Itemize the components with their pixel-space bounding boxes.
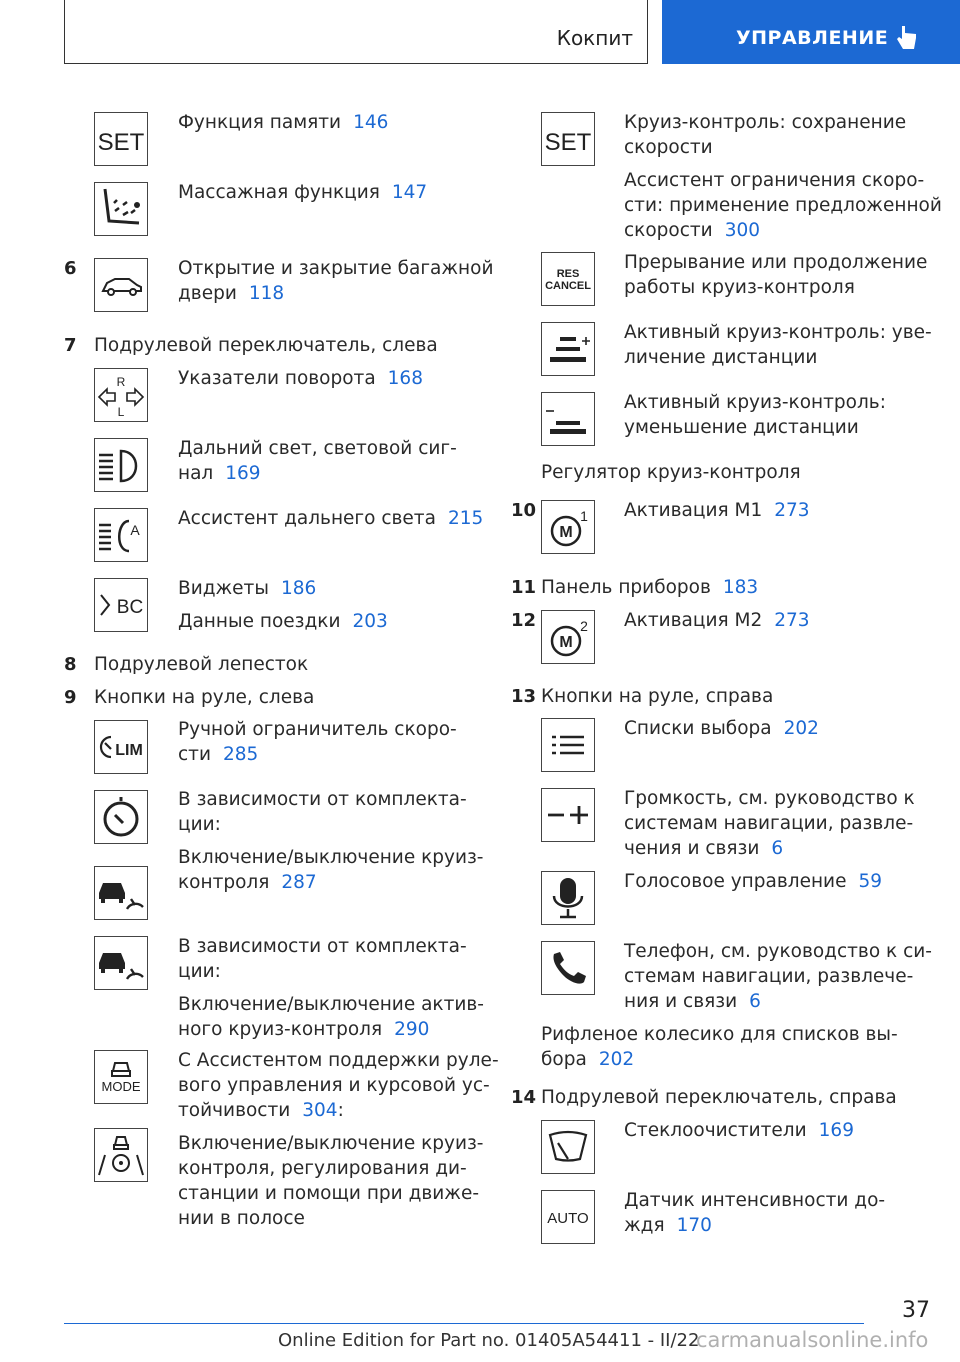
item-number-12: 12 xyxy=(511,610,537,631)
volume-line1: Громкость, см. руководство к xyxy=(624,788,915,809)
car-acc-icon xyxy=(94,936,148,990)
cluster-text: Панель приборов 183 xyxy=(541,577,759,598)
massage-seat-icon xyxy=(94,182,148,236)
svg-text:A: A xyxy=(130,522,140,538)
item-number-11: 11 xyxy=(511,577,537,598)
trip-text: Данные поездки 203 xyxy=(178,611,388,632)
memory-text: Функция памяти 146 xyxy=(178,112,389,133)
trunk-ref[interactable]: 118 xyxy=(248,283,285,304)
limiter-icon xyxy=(94,720,148,774)
set-speed-line1: Круиз-контроль: сохранение xyxy=(624,112,907,133)
svg-text:M: M xyxy=(559,524,573,541)
item-number-8: 8 xyxy=(64,654,77,675)
massage-text: Массажная функция 147 xyxy=(178,182,428,203)
phone-line1: Телефон, см. руководство к си- xyxy=(624,941,932,962)
header-chapter-box xyxy=(662,0,960,64)
dist-down-line1: Активный круиз-контроль: xyxy=(624,392,886,413)
trunk-line1: Открытие и закрытие багажной xyxy=(178,258,494,279)
m1-icon xyxy=(541,500,595,554)
mode-line3: тойчивости 304: xyxy=(178,1100,344,1121)
footer-divider xyxy=(64,1323,864,1324)
mode-icon xyxy=(94,1050,148,1104)
phone-line2: стемам навигации, развлече- xyxy=(624,966,914,987)
phone-line3: ния и связи 6 xyxy=(624,991,761,1012)
svg-text:BC: BC xyxy=(116,597,144,618)
mode-ref[interactable]: 304 xyxy=(302,1100,338,1121)
list-icon xyxy=(541,718,595,772)
high-beam-assistant-icon xyxy=(94,508,148,562)
volume-ref[interactable]: 6 xyxy=(771,838,784,859)
lane-line2: контроля, регулирования ди- xyxy=(178,1158,467,1179)
m2-icon xyxy=(541,610,595,664)
highbeam-line2: нал 169 xyxy=(178,463,261,484)
set-speed-icon xyxy=(541,112,595,166)
lane-line4: нии в полосе xyxy=(178,1208,305,1229)
regulator-heading: Регулятор круиз-контроля xyxy=(541,462,801,483)
widgets-ref[interactable]: 186 xyxy=(280,578,317,599)
svg-text:LIM: LIM xyxy=(115,742,143,759)
dist-up-line1: Активный круиз-контроль: уве- xyxy=(624,322,932,343)
lane-line3: станции и помощи при движе- xyxy=(178,1183,480,1204)
dist-up-line2: личение дистанции xyxy=(624,347,818,368)
set-icon xyxy=(94,112,148,166)
footer-edition: Online Edition for Part no. 01405A54411 - II/22 xyxy=(278,1330,700,1351)
highbeam-line1: Дальний свет, световой сиг- xyxy=(178,438,457,459)
item-number-7: 7 xyxy=(64,335,77,356)
svg-text:2: 2 xyxy=(580,618,588,634)
distance-decrease-icon xyxy=(541,392,595,446)
phone-ref[interactable]: 6 xyxy=(749,991,761,1012)
item-number-6: 6 xyxy=(64,258,77,279)
wiper-icon xyxy=(541,1120,595,1174)
mode-line1: С Ассистентом поддержки руле- xyxy=(178,1050,499,1071)
distance-increase-icon xyxy=(541,322,595,376)
res-cancel-icon xyxy=(541,252,595,306)
header-section-title: Кокпит xyxy=(556,26,633,50)
turn-ref[interactable]: 168 xyxy=(387,368,423,389)
turn-text: Указатели поворота 168 xyxy=(178,368,423,389)
cluster-ref[interactable]: 183 xyxy=(722,577,759,598)
limit-assist-line2: сти: применение предложенной xyxy=(624,195,942,216)
hba-ref[interactable]: 215 xyxy=(447,508,484,529)
svg-text:AUTO: AUTO xyxy=(547,1210,589,1227)
wipers-text: Стеклоочистители 169 xyxy=(624,1120,854,1141)
header-section-box xyxy=(64,0,648,64)
header-chapter-title: УПРАВЛЕНИЕ xyxy=(736,27,889,49)
m1-ref[interactable]: 273 xyxy=(774,500,810,521)
acc-line1: Включение/выключение актив- xyxy=(178,994,484,1015)
item-number-13: 13 xyxy=(511,686,537,707)
hba-text: Ассистент дальнего света 215 xyxy=(178,508,484,529)
volume-icon xyxy=(541,788,595,842)
rain-line1: Датчик интенсивности до- xyxy=(624,1190,886,1211)
voice-ref[interactable]: 59 xyxy=(858,871,882,892)
svg-text:MODE: MODE xyxy=(101,1079,141,1094)
dep1-line2: ции: xyxy=(178,814,221,835)
widgets-text: Виджеты 186 xyxy=(178,578,317,599)
limiter-line1: Ручной ограничитель скоро- xyxy=(178,719,457,740)
dep1-line1: В зависимости от комплекта- xyxy=(178,789,467,810)
hand-pointer-icon xyxy=(896,24,918,52)
highbeam-ref[interactable]: 169 xyxy=(225,463,261,484)
item-number-14: 14 xyxy=(511,1087,537,1108)
voice-text: Голосовое управление 59 xyxy=(624,871,882,892)
lane-assist-icon xyxy=(94,1128,148,1182)
cruise-ref[interactable]: 287 xyxy=(281,872,317,893)
phone-icon xyxy=(541,941,595,995)
svg-text:SET: SET xyxy=(97,129,145,156)
dep2-line1: В зависимости от комплекта- xyxy=(178,936,467,957)
knurl-ref[interactable]: 202 xyxy=(598,1049,635,1070)
svg-text:R: R xyxy=(116,375,126,389)
high-beam-icon xyxy=(94,438,148,492)
bc-button-icon xyxy=(94,578,148,632)
paddle-heading: Подрулевой лепесток xyxy=(94,654,309,675)
page-number: 37 xyxy=(902,1298,930,1323)
turn-signal-icon xyxy=(94,368,148,422)
limit-assist-line3: скорости 300 xyxy=(624,220,761,241)
knurl-line2: бора 202 xyxy=(541,1049,635,1070)
svg-text:RES: RES xyxy=(556,268,580,280)
cancel-line2: работы круиз-контроля xyxy=(624,277,855,298)
wipers-ref[interactable]: 169 xyxy=(818,1120,854,1141)
knurl-line1: Рифленое колесико для списков вы- xyxy=(541,1024,898,1045)
svg-text:SET: SET xyxy=(544,129,592,156)
m1-text: Активация M1 273 xyxy=(624,500,810,521)
set-speed-line2: скорости xyxy=(624,137,713,158)
wheel-left-heading: Кнопки на руле, слева xyxy=(94,687,315,708)
mode-line2: вого управления и курсовой ус- xyxy=(178,1075,490,1096)
cruise-line1: Включение/выключение круиз- xyxy=(178,847,484,868)
item-number-9: 9 xyxy=(64,687,77,708)
lists-text: Списки выбора 202 xyxy=(624,718,819,739)
limiter-line2: сти 285 xyxy=(178,744,259,765)
dep2-line2: ции: xyxy=(178,961,221,982)
volume-line2: системам навигации, развле- xyxy=(624,813,914,834)
lane-line1: Включение/выключение круиз- xyxy=(178,1133,484,1154)
limit-assist-ref[interactable]: 300 xyxy=(724,220,761,241)
svg-text:CANCEL: CANCEL xyxy=(545,280,591,292)
wheel-right-heading: Кнопки на руле, справа xyxy=(541,686,774,707)
m2-text: Активация M2 273 xyxy=(624,610,810,631)
limit-assist-line1: Ассистент ограничения скоро- xyxy=(624,170,925,191)
cruise-gauge-icon xyxy=(94,790,148,844)
dist-down-line2: уменьшение дистанции xyxy=(624,417,859,438)
acc-ref[interactable]: 290 xyxy=(394,1019,430,1040)
rain-line2: ждя 170 xyxy=(624,1215,712,1236)
rain-ref[interactable]: 170 xyxy=(676,1215,712,1236)
limiter-ref[interactable]: 285 xyxy=(222,744,259,765)
trip-ref[interactable]: 203 xyxy=(352,611,388,632)
stalk-right-heading: Подрулевой переключатель, справа xyxy=(541,1087,897,1108)
microphone-icon xyxy=(541,871,595,925)
stalk-left-heading: Подрулевой переключатель, слева xyxy=(94,335,438,356)
volume-line3: чения и связи 6 xyxy=(624,838,784,859)
trunk-line2: двери 118 xyxy=(178,283,285,304)
auto-rain-sensor-icon xyxy=(541,1190,595,1244)
massage-ref[interactable]: 147 xyxy=(391,182,428,203)
svg-text:L: L xyxy=(117,405,125,419)
memory-ref[interactable]: 146 xyxy=(353,112,389,133)
m2-ref[interactable]: 273 xyxy=(774,610,810,631)
acc-line2: ного круиз-контроля 290 xyxy=(178,1019,430,1040)
lists-ref[interactable]: 202 xyxy=(783,718,819,739)
cruise-line2: контроля 287 xyxy=(178,872,317,893)
car-cruise-icon xyxy=(94,866,148,920)
footer-watermark: carmanualsonline.info xyxy=(696,1328,929,1352)
trunk-car-icon xyxy=(94,258,148,312)
item-number-10: 10 xyxy=(511,500,537,521)
svg-text:M: M xyxy=(559,634,573,651)
svg-text:1: 1 xyxy=(580,508,588,524)
cancel-line1: Прерывание или продолжение xyxy=(624,252,928,273)
